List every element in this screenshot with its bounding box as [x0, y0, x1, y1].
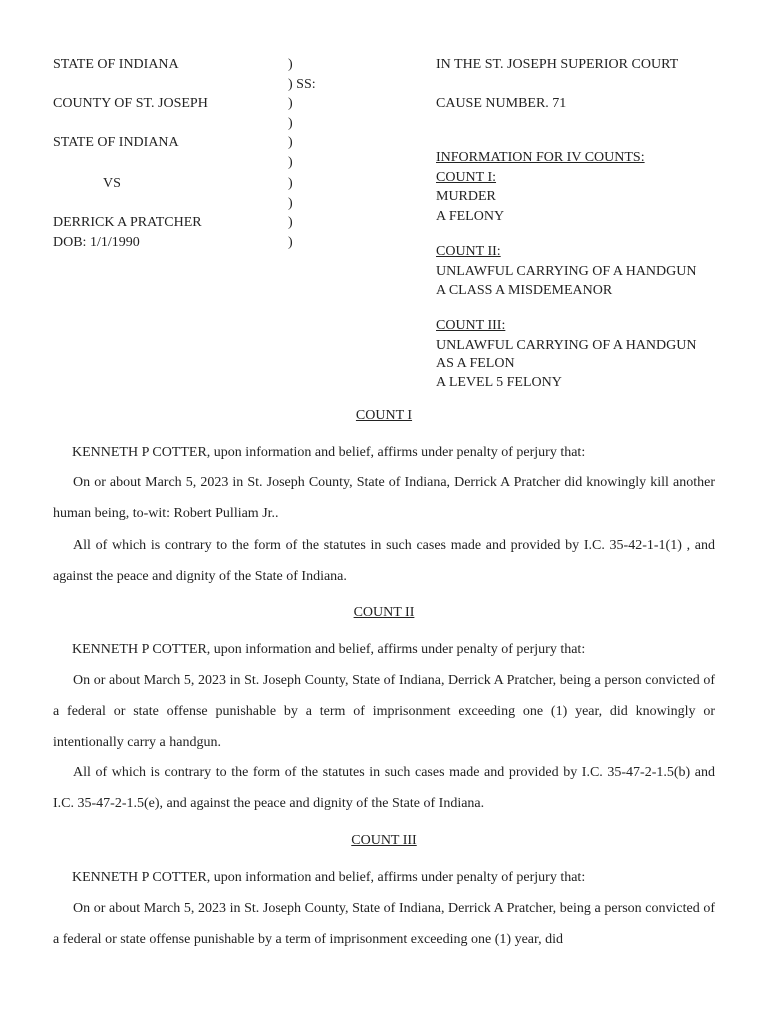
- caption-paren: ): [288, 176, 293, 191]
- caption-paren: ): [288, 215, 293, 230]
- count1-statute: All of which is contrary to the form of the statutes in such cases made and provided by I.C. 35-42-1-1(1) , and against the peace and dignity of the State of Indiana.: [53, 538, 715, 584]
- count1-offense: MURDER: [436, 189, 496, 204]
- count2-heading: COUNT II: [353, 605, 415, 620]
- count1-body: On or about March 5, 2023 in St. Joseph County, State of Indiana, Derrick A Pratcher did knowingly kill another human being, to-wit: Robert Pulliam Jr..: [53, 475, 715, 521]
- caption-paren: ): [288, 235, 293, 250]
- count2-affirmation: KENNETH P COTTER, upon information and belief, affirms under penalty of perjury that:: [72, 642, 586, 657]
- caption-vs: VS: [103, 176, 121, 191]
- caption-county: COUNTY OF ST. JOSEPH: [53, 96, 208, 111]
- caption-paren: ): [288, 57, 293, 72]
- caption-state: STATE OF INDIANA: [53, 57, 179, 72]
- count1-label: COUNT I:: [436, 170, 497, 185]
- count2-statute: All of which is contrary to the form of the statutes in such cases made and provided by I.C. 35-47-2-1.5(b) and I.C. 35-47-2-1.5(e), and against the peace and dignity of the State of Indiana.: [53, 765, 715, 811]
- count2-body: On or about March 5, 2023 in St. Joseph County, State of Indiana, Derrick A Pratcher, being a person convicted of a federal or state offense punishable by a term of imprisonment exceeding one (1) year, did knowingly or intentionally carry a handgun.: [53, 673, 715, 750]
- caption-paren: ): [288, 196, 293, 211]
- count3-heading: COUNT III: [351, 833, 417, 848]
- count3-class: A LEVEL 5 FELONY: [436, 375, 562, 390]
- caption-ss: ) SS:: [288, 77, 316, 92]
- caption-paren: ): [288, 116, 293, 131]
- caption-court: IN THE ST. JOSEPH SUPERIOR COURT: [436, 57, 679, 72]
- caption-paren: ): [288, 155, 293, 170]
- count1-heading: COUNT I: [355, 408, 413, 423]
- count3-offense-cont: AS A FELON: [436, 356, 515, 371]
- caption-cause-number: CAUSE NUMBER. 71: [436, 96, 567, 111]
- count3-offense: UNLAWFUL CARRYING OF A HANDGUN: [436, 338, 697, 353]
- count2-offense: UNLAWFUL CARRYING OF A HANDGUN: [436, 264, 697, 279]
- count2-label: COUNT II:: [436, 244, 501, 259]
- count2-class: A CLASS A MISDEMEANOR: [436, 283, 613, 298]
- info-title: INFORMATION FOR IV COUNTS:: [436, 150, 645, 165]
- count3-label: COUNT III:: [436, 318, 506, 333]
- count3-body: On or about March 5, 2023 in St. Joseph County, State of Indiana, Derrick A Pratcher, being a person convicted of a federal or state offense punishable by a term of imprisonment exceeding one (1) year, did: [53, 901, 715, 947]
- count1-affirmation: KENNETH P COTTER, upon information and belief, affirms under penalty of perjury that:: [72, 445, 586, 460]
- caption-paren: ): [288, 96, 293, 111]
- caption-dob: DOB: 1/1/1990: [53, 235, 140, 250]
- caption-plaintiff: STATE OF INDIANA: [53, 135, 179, 150]
- caption-defendant: DERRICK A PRATCHER: [53, 215, 202, 230]
- caption-paren: ): [288, 135, 293, 150]
- count1-class: A FELONY: [436, 209, 505, 224]
- count3-affirmation: KENNETH P COTTER, upon information and belief, affirms under penalty of perjury that:: [72, 870, 586, 885]
